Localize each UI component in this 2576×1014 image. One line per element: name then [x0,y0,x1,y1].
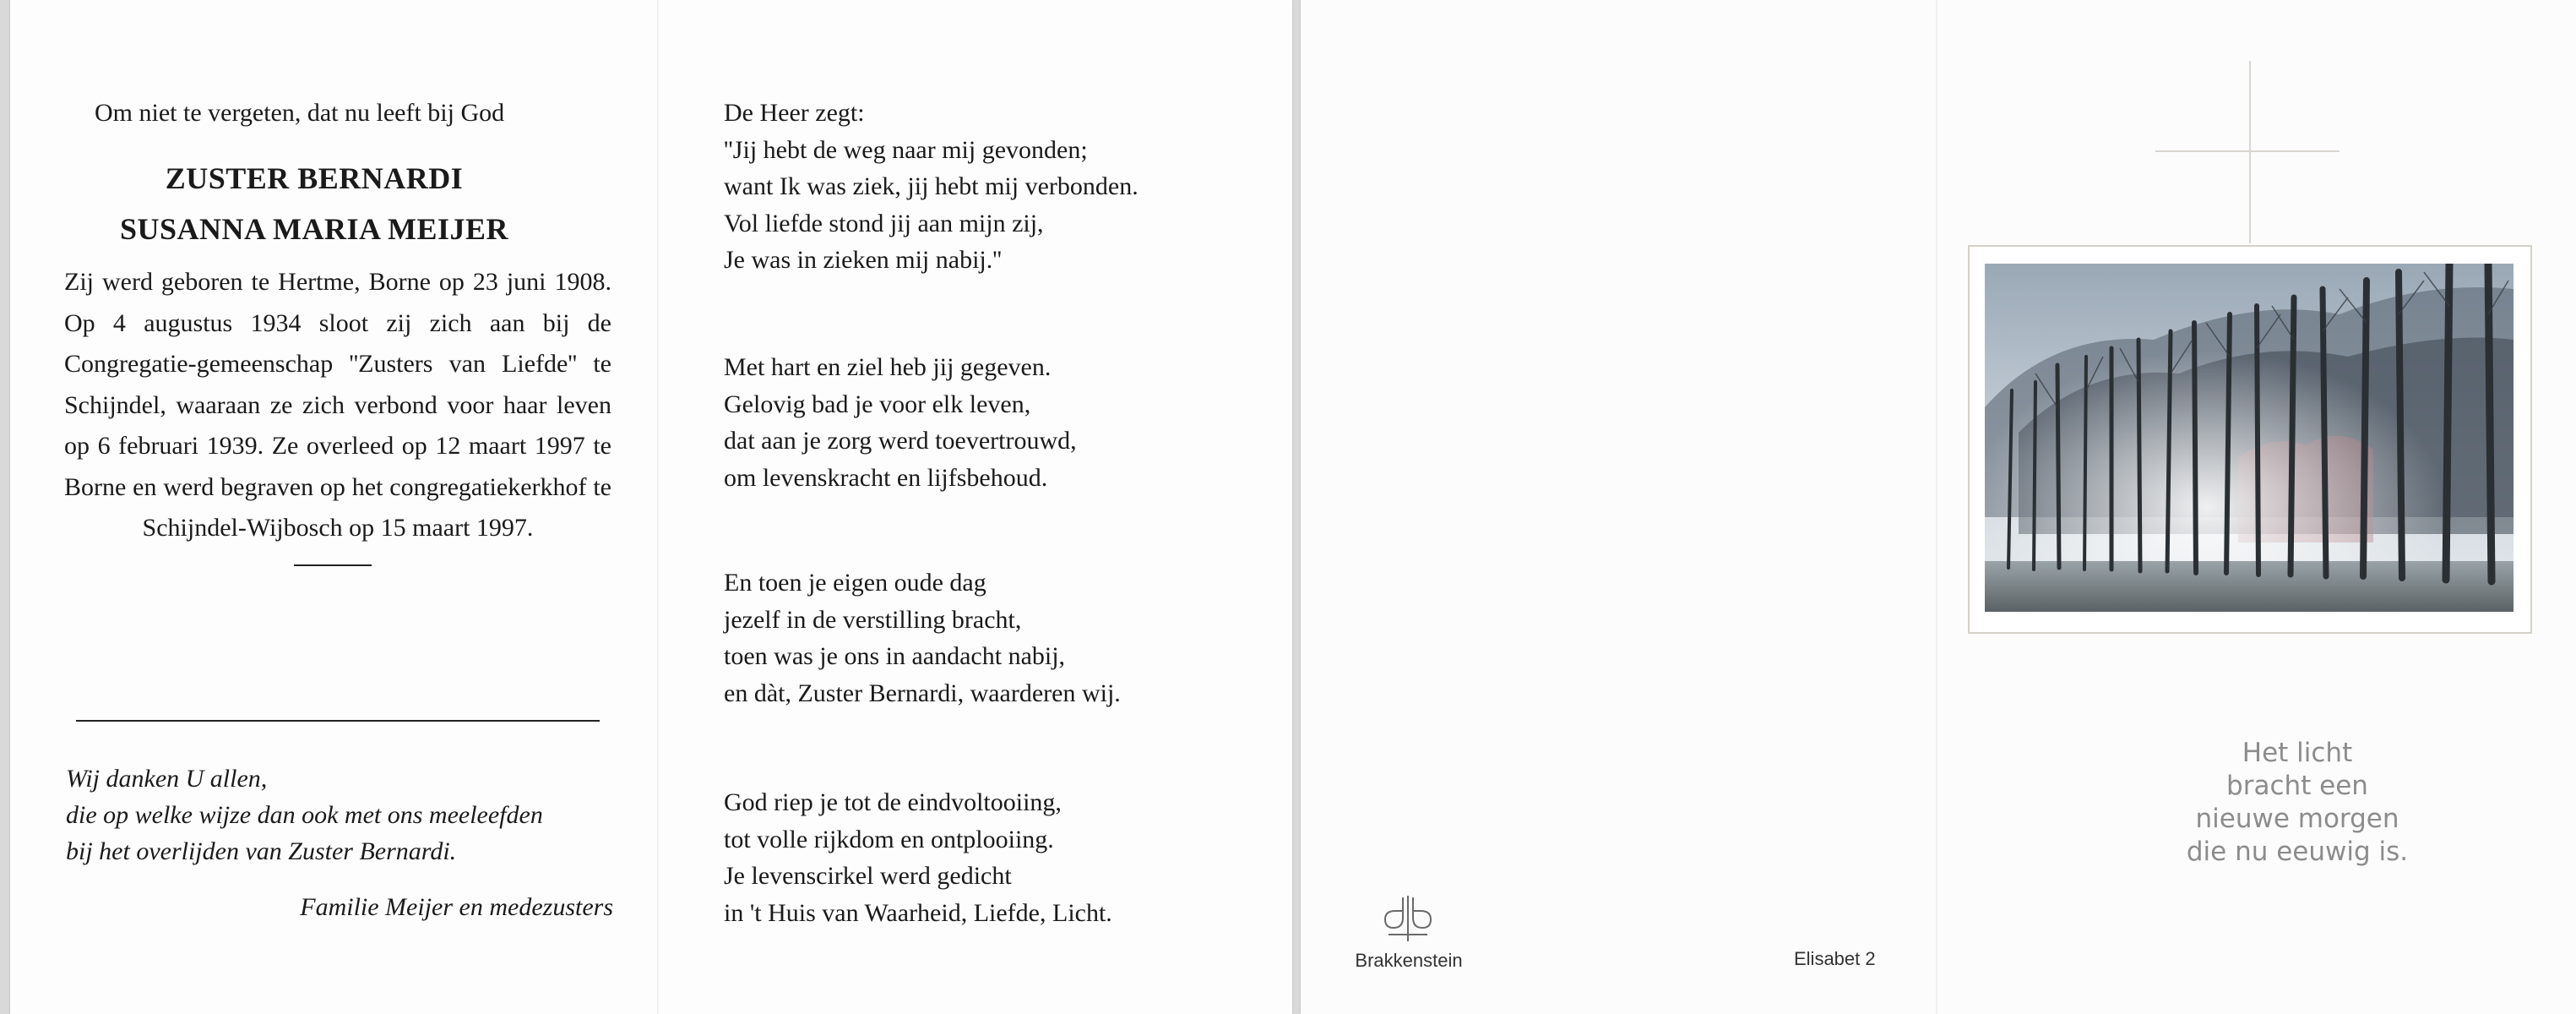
long-divider [76,720,600,722]
cross-icon [2249,61,2251,243]
poem-line: Vol liefde stond jij aan mijn zij, [724,209,1044,237]
thanks-block [66,760,623,870]
tree-avenue-illustration [1985,264,2514,612]
cover-spread [1301,0,2576,1014]
poem-line: want Ik was ziek, jij hebt mij verbonden. [724,172,1139,200]
cover-fold [1936,0,1937,1014]
thanks-line: die op welke wijze dan ook met ons meeleefden [66,801,543,829]
poem-line: Je levenscirkel werd gedicht [724,862,1012,890]
name-line-1: ZUSTER BERNARDI [165,161,464,195]
brakkenstein-logo-icon [1382,892,1434,945]
poem-line: tot volle rijkdom en ontplooiing. [724,825,1054,853]
quote-line: Het licht [2242,738,2353,768]
poem-line: ''Jij hebt de weg naar mij gevonden; [724,135,1088,164]
tree-avenue-photo [1985,264,2514,612]
biography-paragraph: Zij werd geboren te Hertme, Borne op 23 juni 1908. Op 4 augustus 1934 sloot zij zich aan bij de Congregatie-gemeenschap ''Zusters van Liefde'' te Schijndel, waaraan ze zich verbond voor haar leven op 6 februari 1939. Ze overleed op 12 maart 1997 te Borne en werd begraven op het congregatiekerkhof te Schijndel-Wijbosch op 15 maart 1997. [64,268,611,542]
card-code: Elisabet 2 [1794,948,1876,969]
cross-arm [2155,150,2340,152]
poem-line: En toen je eigen oude dag [724,569,986,597]
poem-line: De Heer zegt: [724,99,865,127]
poem-line: dat aan je zorg werd toevertrouwd, [724,427,1077,455]
poem-line: jezelf in de verstilling bracht, [724,605,1022,634]
photo-frame [1968,245,2532,634]
quote-line: die nu eeuwig is. [2186,837,2409,867]
short-divider [294,564,372,566]
quote-line: nieuwe morgen [2195,804,2399,834]
remember-line: Om niet te vergeten, dat nu leeft bij God [95,99,505,127]
poem-stanza-3 [724,564,1264,711]
poem-stanza-2 [724,349,1264,496]
poem-line: in 't Huis van Waarheid, Liefde, Licht. [724,898,1112,927]
front-quote [2120,737,2475,869]
signature: Familie Meijer en medezusters [300,893,613,921]
poem-stanza-4 [724,784,1264,931]
thanks-line: Wij danken U allen, [66,765,268,793]
poem-line: Met hart en ziel heb jij gegeven. [724,353,1052,381]
poem-line: toen was je ons in aandacht nabij, [724,642,1066,670]
poem-line: Je was in zieken mij nabij.'' [724,246,1003,274]
quote-line: bracht een [2226,771,2368,801]
inside-spread [10,0,1292,1014]
poem-line: Gelovig bad je voor elk leven, [724,390,1031,418]
poem-line: om levenskracht en lijfsbehoud. [724,463,1048,492]
thanks-line: bij het overlijden van Zuster Bernardi. [66,837,457,865]
poem-stanza-1 [724,95,1264,279]
brand-name: Brakkenstein [1355,950,1463,971]
poem-line: God riep je tot de eindvoltooiing, [724,788,1062,816]
name-line-2: SUSANNA MARIA MEIJER [119,212,509,246]
inside-fold [657,0,659,1014]
poem-line: en dàt, Zuster Bernardi, waarderen wij. [724,679,1121,707]
